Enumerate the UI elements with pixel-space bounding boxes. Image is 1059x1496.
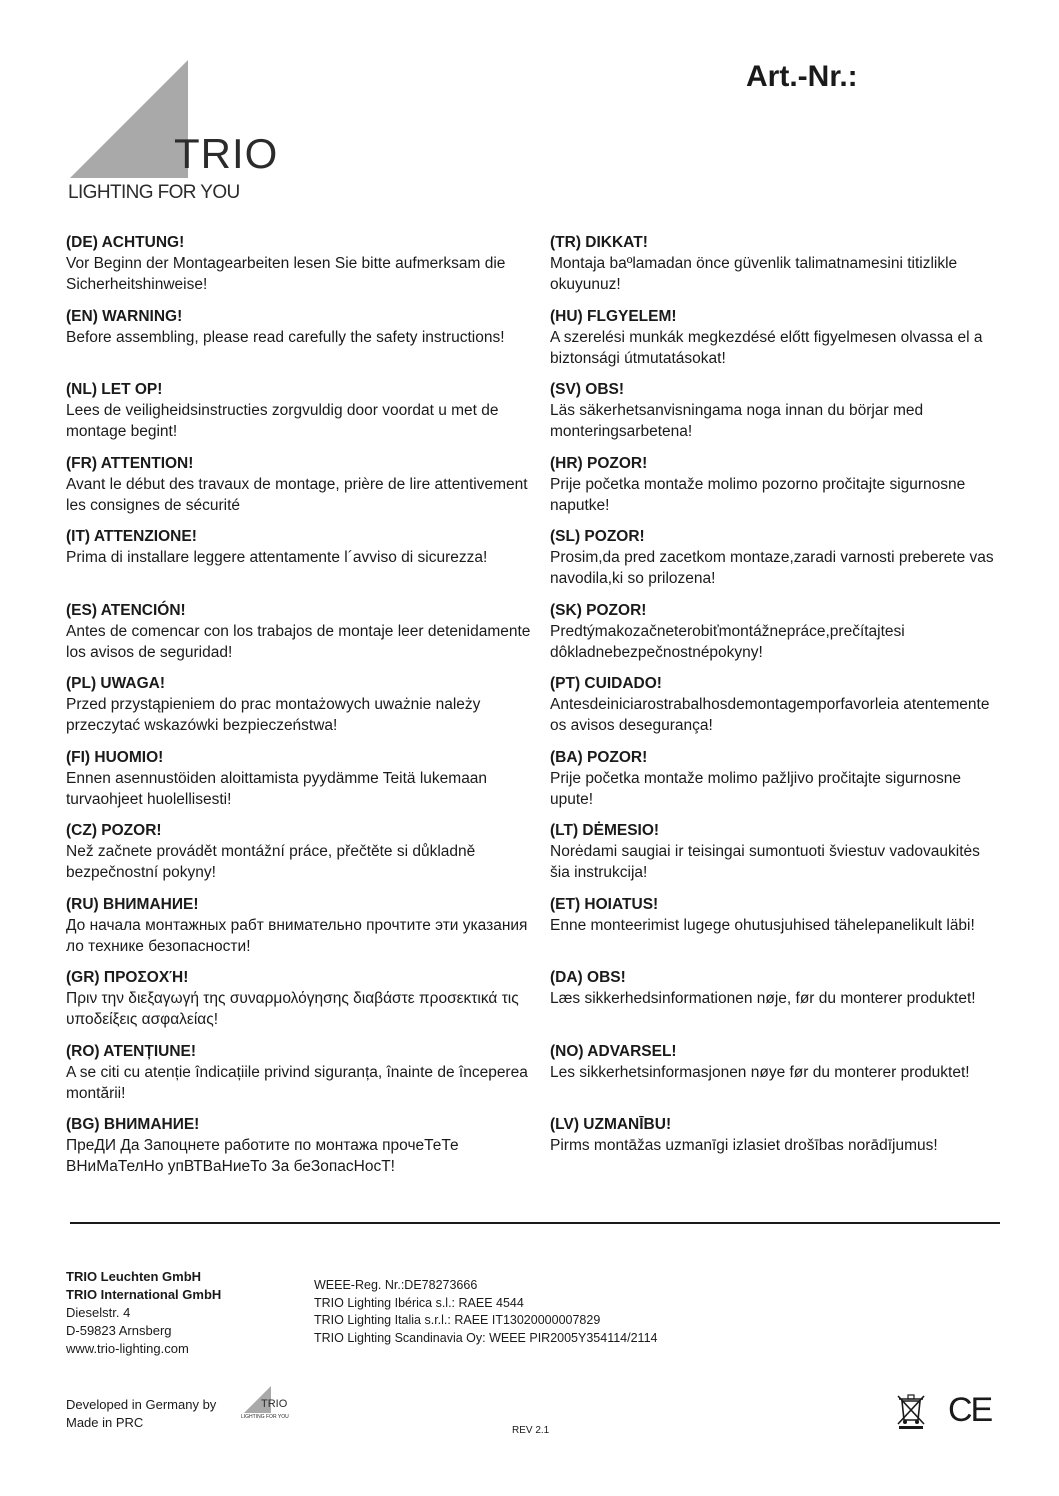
warning-text: Než začnete provádět montážní práce, přečtěte si důkladně bezpečnostní pokyny! [66,843,476,881]
warning-title: (LT) DĖMESIO! [550,822,660,839]
warning-title: (NO) ADVARSEL! [550,1042,677,1060]
warning-section-lt [550,820,1000,894]
warning-title: (CZ) POZOR! [66,822,162,839]
developed-in: Developed in Germany by [66,1397,217,1412]
warning-title: (HR) POZOR! [550,454,648,472]
warning-text: Predtýmakozačneterobiťmontážnepráce,prečítajtesi dôkladnebezpečnostnépokyny! [550,622,905,661]
warning-section-ro [66,1041,536,1115]
logo-name: TRIO [174,130,279,177]
warning-text: ПреДИ Да Запоцнете работите по монтажа прочеТеТе ВНиМаТелНо упВТВаНиеТо За беЗопасНосТ! [66,1137,459,1175]
warning-text: Pirms montāžas uzmanīgi izlasiet drošības norādījumus! [550,1137,938,1154]
warning-title: (PL) UWAGA! [66,675,166,692]
warning-text: До начала монтажных рабт внимательно прочтите эти указания ло технике безопасности! [66,916,528,955]
warning-section-cz [66,820,536,894]
warning-section-gr [66,967,536,1041]
warning-section-it [66,526,536,600]
warning-text: Ennen asennustöiden aloittamista pyydämme Teitä lukemaan turvaohjeet huolellisesti! [66,769,488,808]
street: Dieselstr. 4 [66,1305,131,1320]
warning-title: (RU) ВНИМАНИЕ! [66,895,199,913]
registration-line: TRIO Lighting Scandinavia Oy: WEEE PIR2005Y354114/2114 [314,1330,658,1345]
registration-line: TRIO Lighting Ibérica s.l.: RAEE 4544 [314,1295,524,1310]
warning-section-fr [66,453,536,527]
warning-section-es [66,600,536,674]
warning-section-et [550,894,1000,968]
warning-text: Læs sikkerhedsinformationen nøje, før du monterer produktet! [550,990,976,1007]
warning-title: (SV) OBS! [550,381,625,398]
mini-logo-tagline: LIGHTING FOR YOU [241,1414,289,1420]
warning-title: (BA) POZOR! [550,748,648,766]
mini-trio-logo [241,1386,303,1426]
warning-text: Läs säkerhetsanvisningama noga innan du börjar med monteringsarbetena! [550,402,924,440]
website: www.trio-lighting.com [66,1341,189,1356]
warning-title: (HU) FLGYELEM! [550,307,677,325]
warning-title: (LV) UZMANĪBU! [550,1116,672,1133]
company-name: TRIO Leuchten GmbH [66,1269,202,1284]
warning-title: (FI) HUOMIO! [66,748,164,766]
trio-logo [66,60,286,210]
registration-numbers [314,1277,658,1347]
warning-title: (TR) DIKKAT! [550,234,648,251]
company-name: TRIO International GmbH [66,1287,222,1302]
warning-text: Lees de veiligheidsinstructies zorgvuldig door voordat u met de montage begint! [66,402,499,440]
article-number-label: Art.-Nr.: [746,60,858,93]
warning-text: A se citi cu atenție îndicațiile privind siguranța, înainte de începerea montării! [66,1063,528,1102]
divider [70,1222,1000,1224]
warning-title: (DA) OBS! [550,969,626,986]
warning-section-hr [550,453,1000,527]
warning-title: (ES) ATENCIÓN! [66,601,186,619]
warning-title: (SL) POZOR! [550,528,645,545]
warning-text: Prosim,da pred zacetkom montaze,zaradi varnosti preberete vas navodila,ki so prilozena! [550,549,994,587]
warning-title: (IT) ATTENZIONE! [66,528,197,545]
warning-title: (BG) ВНИМАНИЕ! [66,1116,200,1133]
warning-section-lv [550,1114,1000,1188]
warnings-left-column [66,232,536,1188]
logo-tagline: LIGHTING FOR YOU [68,182,240,203]
mini-logo-name: TRIO [261,1398,288,1410]
warning-section-en [66,306,536,380]
warning-section-pt [550,673,1000,747]
warning-title: (NL) LET OP! [66,381,163,398]
warnings-right-column [550,232,1000,1188]
registration-line: WEEE-Reg. Nr.:DE78273666 [314,1278,478,1292]
warning-text: Πριν την διεξαγωγή της συναρμολόγησης διαβάστε προσεκτικά τις υποδείξεις ασφαλείας! [66,990,519,1028]
warning-section-pl [66,673,536,747]
warning-section-da [550,967,1000,1041]
warning-text: Vor Beginn der Montagearbeiten lesen Sie bitte aufmerksam die Sicherheitshinweise! [66,255,506,293]
warning-text: Norėdami saugiai ir teisingai sumontuoti šviestuv vadovaukitės šia instrukcija! [550,843,980,881]
warning-section-bg [66,1114,536,1188]
made-in: Made in PRC [66,1415,144,1430]
warning-section-nl [66,379,536,453]
warning-section-tr [550,232,1000,306]
warning-title: (RO) ATENȚIUNE! [66,1042,197,1060]
warning-text: Before assembling, please read carefully the safety instructions! [66,328,505,346]
warning-title: (FR) ATTENTION! [66,454,194,472]
warning-section-no [550,1041,1000,1115]
warning-text: Avant le début des travaux de montage, prière de lire attentivement les consignes de sécurité [66,475,528,514]
warning-title: (PT) CUIDADO! [550,675,662,692]
warning-section-de [66,232,536,306]
company-address [66,1268,221,1358]
warning-text: Prije početka montaže molimo pažljivo pročitajte sigurnosne upute! [550,769,961,808]
weee-bin-icon [895,1391,929,1429]
ce-mark-icon: CE [948,1391,992,1429]
warning-text: Przed przystąpieniem do prac montażowych uważnie należy przeczytać wskazówki bezpieczeństwa! [66,696,481,734]
origin-info [66,1396,216,1432]
registration-line: TRIO Lighting Italia s.r.l.: RAEE IT13020000007829 [314,1313,601,1327]
warning-section-sk [550,600,1000,674]
revision: REV 2.1 [512,1425,550,1436]
warning-text: Antes de comencar con los trabajos de montaje leer detenidamente los avisos de seguridad! [66,622,531,661]
warning-text: Antesdeiniciarostrabalhosdemontagemporfavorleia atentemente os avisos desegurança! [550,696,990,734]
warning-text: Prima di installare leggere attentamente l´avviso di sicurezza! [66,549,488,566]
warning-section-ru [66,894,536,968]
warning-section-sl [550,526,1000,600]
warning-section-fi [66,747,536,821]
warning-text: Montaja baºlamadan önce güvenlik talimatnamesini titizlikle okuyunuz! [550,255,958,293]
warning-title: (SK) POZOR! [550,601,647,619]
warning-text: Enne monteerimist lugege ohutusjuhised tähelepanelikult läbi! [550,916,975,934]
warning-title: (DE) ACHTUNG! [66,234,185,251]
warning-section-ba [550,747,1000,821]
warning-title: (GR) ΠΡΟΣΟΧΉ! [66,969,189,986]
warning-text: A szerelési munkák megkezdésé előtt figyelmesen olvassa el a biztonsági útmutatásokat! [550,328,983,367]
warning-text: Prije početka montaže molimo pozorno pročitajte sigurnosne naputke! [550,475,966,514]
warning-title: (ET) HOIATUS! [550,895,659,913]
warning-section-sv [550,379,1000,453]
warning-section-hu [550,306,1000,380]
warning-title: (EN) WARNING! [66,307,183,325]
city: D-59823 Arnsberg [66,1323,172,1338]
warning-text: Les sikkerhetsinformasjonen nøye før du monterer produktet! [550,1063,970,1081]
